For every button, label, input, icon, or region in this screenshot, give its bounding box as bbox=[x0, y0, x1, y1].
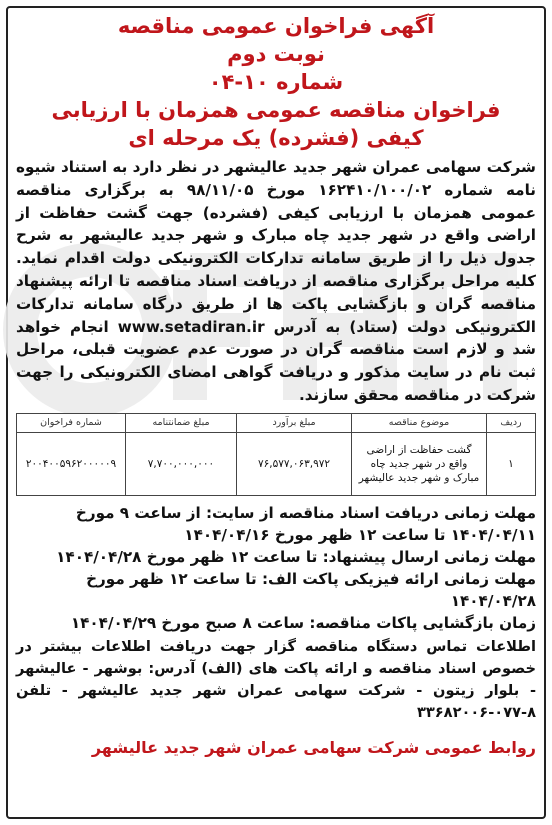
company-name: شرکت سهامی عمران شهر جدید عالیشهر bbox=[224, 158, 536, 176]
intro-text-2: انجام خواهد شد و لازم است مناقصه گران در صورت عدم عضویت قبلی، مراحل ثبت نام در سایت مذکور و دریافت گواهی امضای الکترونیکی را جهت شرکت در مناقصه محقق سازند. bbox=[16, 317, 536, 404]
deadline-label: زمان بازگشایی پاکات مناقصه: bbox=[309, 613, 536, 632]
table-header-row bbox=[17, 413, 536, 432]
headline-title: آگهی فراخوان عمومی مناقصه bbox=[117, 14, 435, 38]
col-guarantee-header: مبلغ ضمانتنامه bbox=[126, 413, 237, 432]
headline-subtitle-2: کیفی (فشرده) یک مرحله ای bbox=[128, 126, 424, 150]
deadline-label: مهلت زمانی دریافت اسناد مناقصه از سایت: bbox=[205, 503, 536, 522]
setad-url[interactable]: www.setadiran.ir bbox=[117, 317, 265, 336]
deadline-document-download bbox=[16, 502, 536, 546]
tender-table bbox=[16, 413, 536, 496]
cell-number: ۲۰۰۴۰۰۵۹۶۲۰۰۰۰۰۹ bbox=[17, 432, 126, 495]
deadline-value: تا ساعت ۱۲ ظهر مورخ ۱۴۰۴/۰۴/۲۸ bbox=[86, 569, 536, 610]
headline-subtitle-1: فراخوان مناقصه عمومی همزمان با ارزیابی bbox=[51, 98, 501, 122]
table-row bbox=[17, 432, 536, 495]
deadline-physical-envelope bbox=[16, 568, 536, 612]
col-estimate-header: مبلغ برآورد bbox=[237, 413, 352, 432]
notice-content bbox=[16, 12, 536, 757]
cell-row: ۱ bbox=[487, 432, 536, 495]
intro-text: در نظر دارد به استناد شیوه نامه شماره ۱۶۲۴۱۰/۱۰۰/۰۲ مورخ ۹۸/۱۱/۰۵ به برگزاری مناقصه عمومی همزمان با ارزیابی کیفی (فشرده) جهت گشت حفاظت از اراضی واقع در شهر جدید چاه مبارک و شهر جدید عالیشهر به شرح جدول ذیل را از طریق سامانه تدارکات الکترونیکی دولت اقدام نماید. کلیه مراحل برگزاری مناقصه از دریافت اسناد مناقصه تا ارائه پیشنهاد مناقصه گران و بازگشایی پاکت ها از طریق درگاه سامانه تدارکات الکترونیکی دولت (ستاد) به آدرس bbox=[16, 158, 536, 336]
deadline-opening bbox=[16, 612, 536, 634]
intro-paragraph bbox=[16, 156, 536, 407]
col-number-header: شماره فراخوان bbox=[17, 413, 126, 432]
deadline-label: مهلت زمانی ارائه فیزیکی پاکت الف: bbox=[261, 569, 536, 588]
col-row-header: ردیف bbox=[487, 413, 536, 432]
headline-round: نوبت دوم bbox=[227, 42, 325, 66]
deadline-label: مهلت زمانی ارسال پیشنهاد: bbox=[322, 547, 536, 566]
col-subject-header: موضوع مناقصه bbox=[352, 413, 487, 432]
cell-estimate: ۷۶,۵۷۷,۰۶۳,۹۷۲ bbox=[237, 432, 352, 495]
deadline-proposal-submit bbox=[16, 546, 536, 568]
deadlines-block bbox=[16, 502, 536, 634]
deadline-value: تا ساعت ۱۲ ظهر مورخ ۱۴۰۴/۰۴/۲۸ bbox=[56, 547, 323, 566]
deadline-value: از ساعت ۹ مورخ ۱۴۰۴/۰۴/۱۱ تا ساعت ۱۲ ظهر مورخ ۱۴۰۴/۰۴/۱۶ bbox=[75, 503, 536, 544]
public-relations-footer: روابط عمومی شرکت سهامی عمران شهر جدید عالیشهر bbox=[91, 738, 536, 758]
headline-number: شماره ۱۰-۰۴ bbox=[208, 70, 344, 94]
deadline-value: ساعت ۸ صبح مورخ ۱۴۰۴/۰۴/۲۹ bbox=[70, 613, 310, 632]
contact-info: اطلاعات تماس دستگاه مناقصه گزار جهت دریافت اطلاعات بیشتر در خصوص اسناد مناقصه و ارائه پاکت های (الف) آدرس: بوشهر - عالیشهر - بلوار زیتون - شرکت سهامی عمران شهر جدید عالیشهر - تلفن ۸-۰۷۷-۳۳۶۸۲۰۰۶ bbox=[16, 637, 536, 721]
cell-subject: گشت حفاظت از اراضی واقع در شهر جدید چاه مبارک و شهر جدید عالیشهر bbox=[352, 432, 487, 495]
cell-guarantee: ۷,۷۰۰,۰۰۰,۰۰۰ bbox=[126, 432, 237, 495]
